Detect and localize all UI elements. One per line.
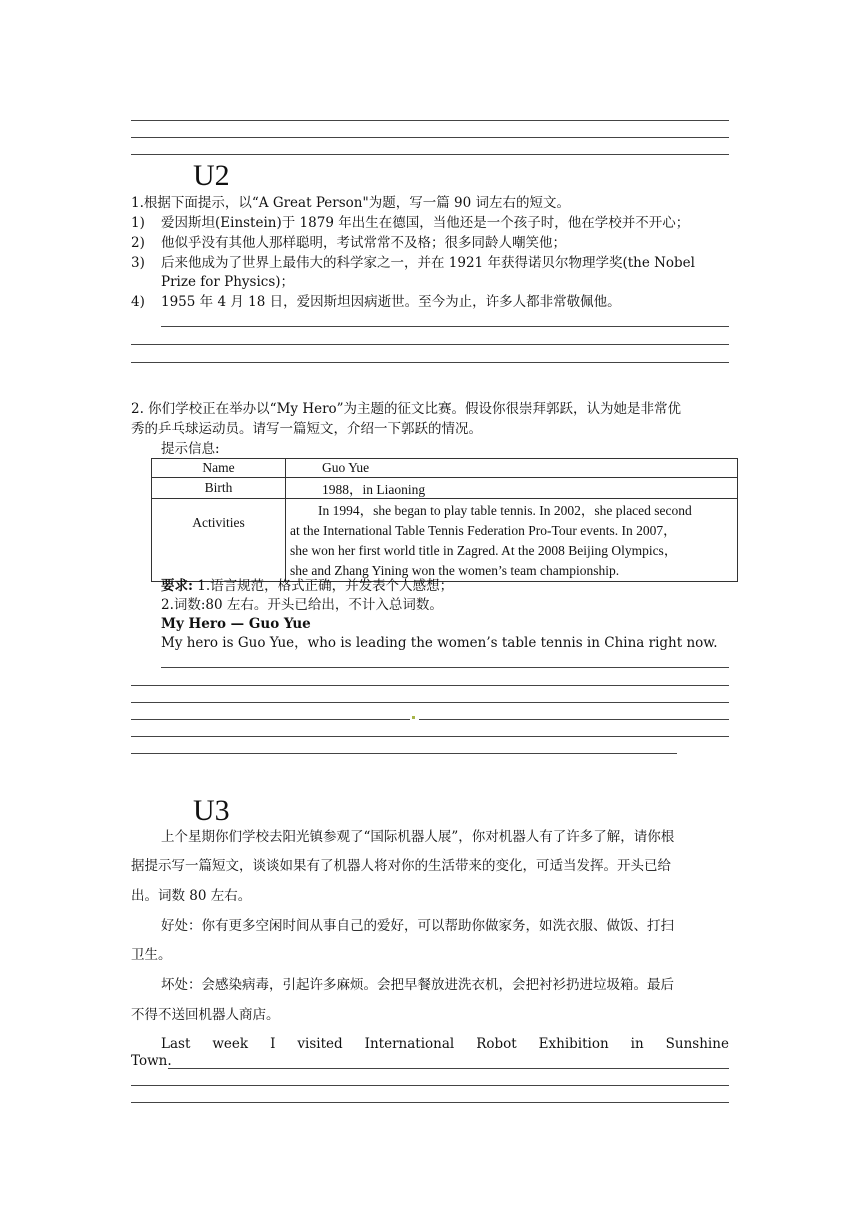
table-row [152,478,738,499]
list-item-text: 爱因斯坦(Einstein)于 1879 年出生在德国，当他还是一个孩子时，他在学校并不开心； [161,215,690,231]
list-item-number: 4) [131,294,145,310]
start-word: Robot [476,1036,517,1052]
u3-disadvantages-line: 不得不送回机器人商店。 [131,1007,280,1023]
essay-start: My hero is Guo Yue，who is leading the women’s table tennis in China right now. [161,635,718,651]
writing-line [131,1102,729,1103]
writing-line [131,719,410,720]
u3-essay-start-end: Town. [131,1053,172,1069]
birth-label: Birth [152,478,286,499]
writing-line [161,326,729,327]
activities-line: In 1994，she began to play table tennis. In 2002，she placed second [318,503,692,518]
writing-line [131,753,677,754]
list-item-number: 3) [131,255,145,271]
writing-line [131,702,729,703]
writing-line [168,1068,729,1069]
table-row [152,459,738,478]
writing-line [131,344,729,345]
writing-line [131,137,729,138]
u3-paragraph-line: 据提示写一篇短文，谈谈如果有了机器人将对你的生活带来的变化，可适当发挥。开头已给 [131,858,671,874]
info-table [151,458,738,582]
writing-line [131,154,729,155]
start-word: Sunshine [665,1036,729,1052]
start-word: Last [161,1036,191,1052]
essay-title: My Hero — Guo Yue [161,616,311,632]
name-label: Name [152,459,286,478]
list-item-text: 1955 年 4 月 18 日，爱因斯坦因病逝世。至今为止，许多人都非常敬佩他。 [161,294,621,310]
activities-line: she won her first world title in Zagred. At the 2008 Beijing Olympics， [290,543,678,558]
writing-line [131,362,729,363]
marker-dot [412,716,415,719]
task2-prompt: 2. 你们学校正在举办以“My Hero”为主题的征文比赛。假设你很崇拜郭跃，认为她是非常优 [131,401,682,417]
activities-line: she and Zhang Yining won the women’s team championship. [290,563,620,578]
hint-label: 提示信息: [161,441,220,457]
u3-paragraph-line: 出。词数 80 左右。 [131,888,252,904]
start-word: visited [297,1036,343,1052]
activities-label: Activities [152,499,286,582]
section-heading-u2: U2 [193,159,230,192]
start-word: Exhibition [538,1036,609,1052]
list-item-number: 1) [131,215,145,231]
activities-line: at the International Table Tennis Federation Pro-Tour events. In 2007， [290,523,677,538]
requirements [161,577,453,595]
requirements-label: 要求: [161,578,193,594]
u3-essay-start [161,1035,729,1053]
u3-paragraph-line: 上个星期你们学校去阳光镇参观了“国际机器人展”，你对机器人有了许多了解，请你根 [161,829,675,845]
start-word: week [212,1036,249,1052]
task2-prompt-continued: 秀的乒乓球运动员。请写一篇短文，介绍一下郭跃的情况。 [131,421,482,437]
requirement-1: 1.语言规范，格式正确，并发表个人感想； [192,578,454,594]
list-item-number: 2) [131,235,145,251]
section-heading-u3: U3 [193,794,230,827]
writing-line [131,736,729,737]
u3-disadvantages-line: 坏处：会感染病毒，引起许多麻烦。会把早餐放进洗衣机，会把衬衫扔进垃圾箱。最后 [161,977,674,993]
list-item-text-continued: Prize for Physics)； [161,274,295,290]
writing-line [131,1085,729,1086]
writing-line [131,120,729,121]
name-value: Guo Yue [286,459,738,478]
start-word: I [270,1036,276,1052]
task1-prompt: 1.根据下面提示，以“A Great Person"为题，写一篇 90 词左右的短文。 [131,195,570,211]
birth-value: 1988，in Liaoning [286,478,738,499]
u3-advantages-line: 卫生。 [131,947,172,963]
u3-advantages-line: 好处：你有更多空闲时间从事自己的爱好，可以帮助你做家务，如洗衣服、做饭、打扫 [161,918,674,934]
requirement-2: 2.词数:80 左右。开头已给出，不计入总词数。 [161,597,443,613]
writing-line [419,719,729,720]
list-item-text: 他似乎没有其他人那样聪明，考试常常不及格；很多同龄人嘲笑他； [161,235,566,251]
start-word: in [630,1036,644,1052]
list-item-text: 后来他成为了世界上最伟大的科学家之一，并在 1921 年获得诺贝尔物理学奖(the Nobel [161,255,695,271]
start-word: International [364,1036,455,1052]
table-row [152,499,738,582]
writing-line [131,685,729,686]
writing-line [161,667,729,668]
activities-value [286,499,738,582]
